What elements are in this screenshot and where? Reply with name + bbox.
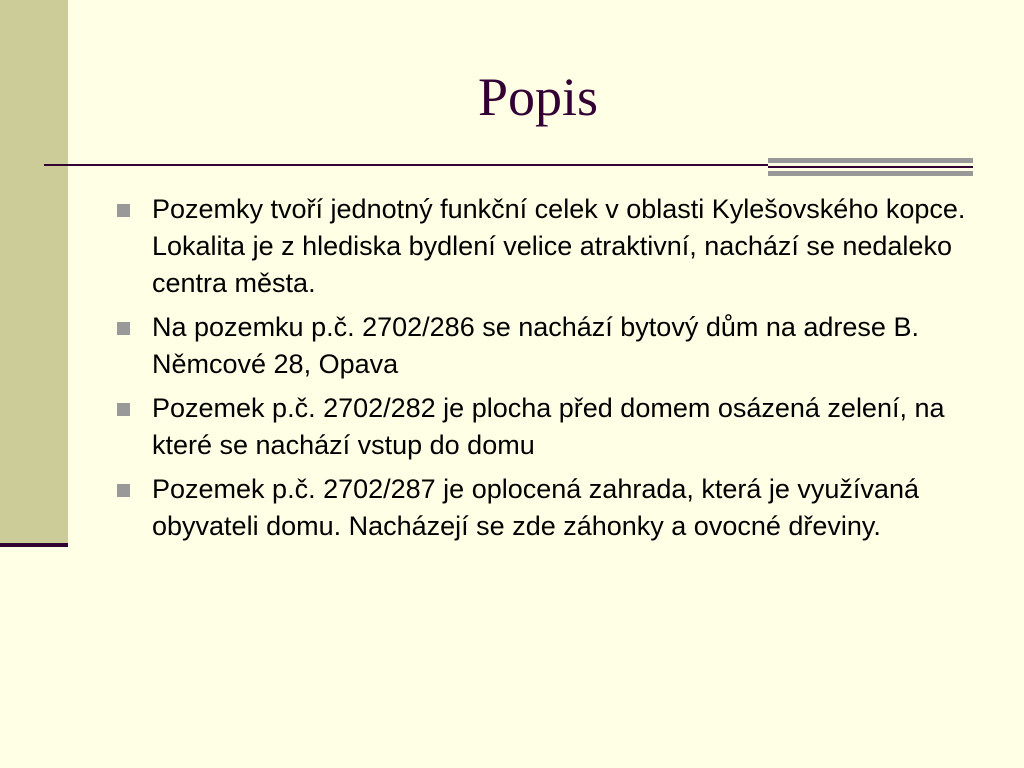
slide-title: Popis [477, 67, 599, 127]
square-bullet-icon [117, 484, 130, 497]
square-bullet-icon [117, 403, 130, 416]
square-bullet-icon [117, 322, 130, 335]
left-decorative-band [0, 0, 68, 545]
title-divider-line [44, 164, 768, 166]
bullet-text: Pozemky tvoří jednotný funkční celek v oblasti Kylešovského kopce. Lokalita je z hlediska bydlení velice atraktivní, nachází se nedaleko centra města. [152, 194, 966, 298]
bullet-item [116, 191, 986, 302]
accent-bar-top [768, 158, 973, 163]
bullet-text: Na pozemku p.č. 2702/286 se nachází bytový dům na adrese B. Němcové 28, Opava [152, 312, 919, 379]
bullet-item [116, 309, 986, 383]
bullet-text: Pozemek p.č. 2702/287 je oplocená zahrada, která je využívaná obyvateli domu. Nacházejí se zde záhonky a ovocné dřeviny. [152, 474, 919, 541]
bullet-item [116, 390, 986, 464]
bullet-text: Pozemek p.č. 2702/282 je plocha před domem osázená zelení, na které se nachází vstup do domu [152, 393, 945, 460]
bullet-item [116, 471, 986, 545]
square-bullet-icon [117, 204, 130, 217]
accent-bar-middle [768, 166, 973, 168]
left-band-rule [0, 543, 68, 547]
accent-bar-bottom [768, 171, 973, 176]
bullet-list [116, 191, 986, 552]
